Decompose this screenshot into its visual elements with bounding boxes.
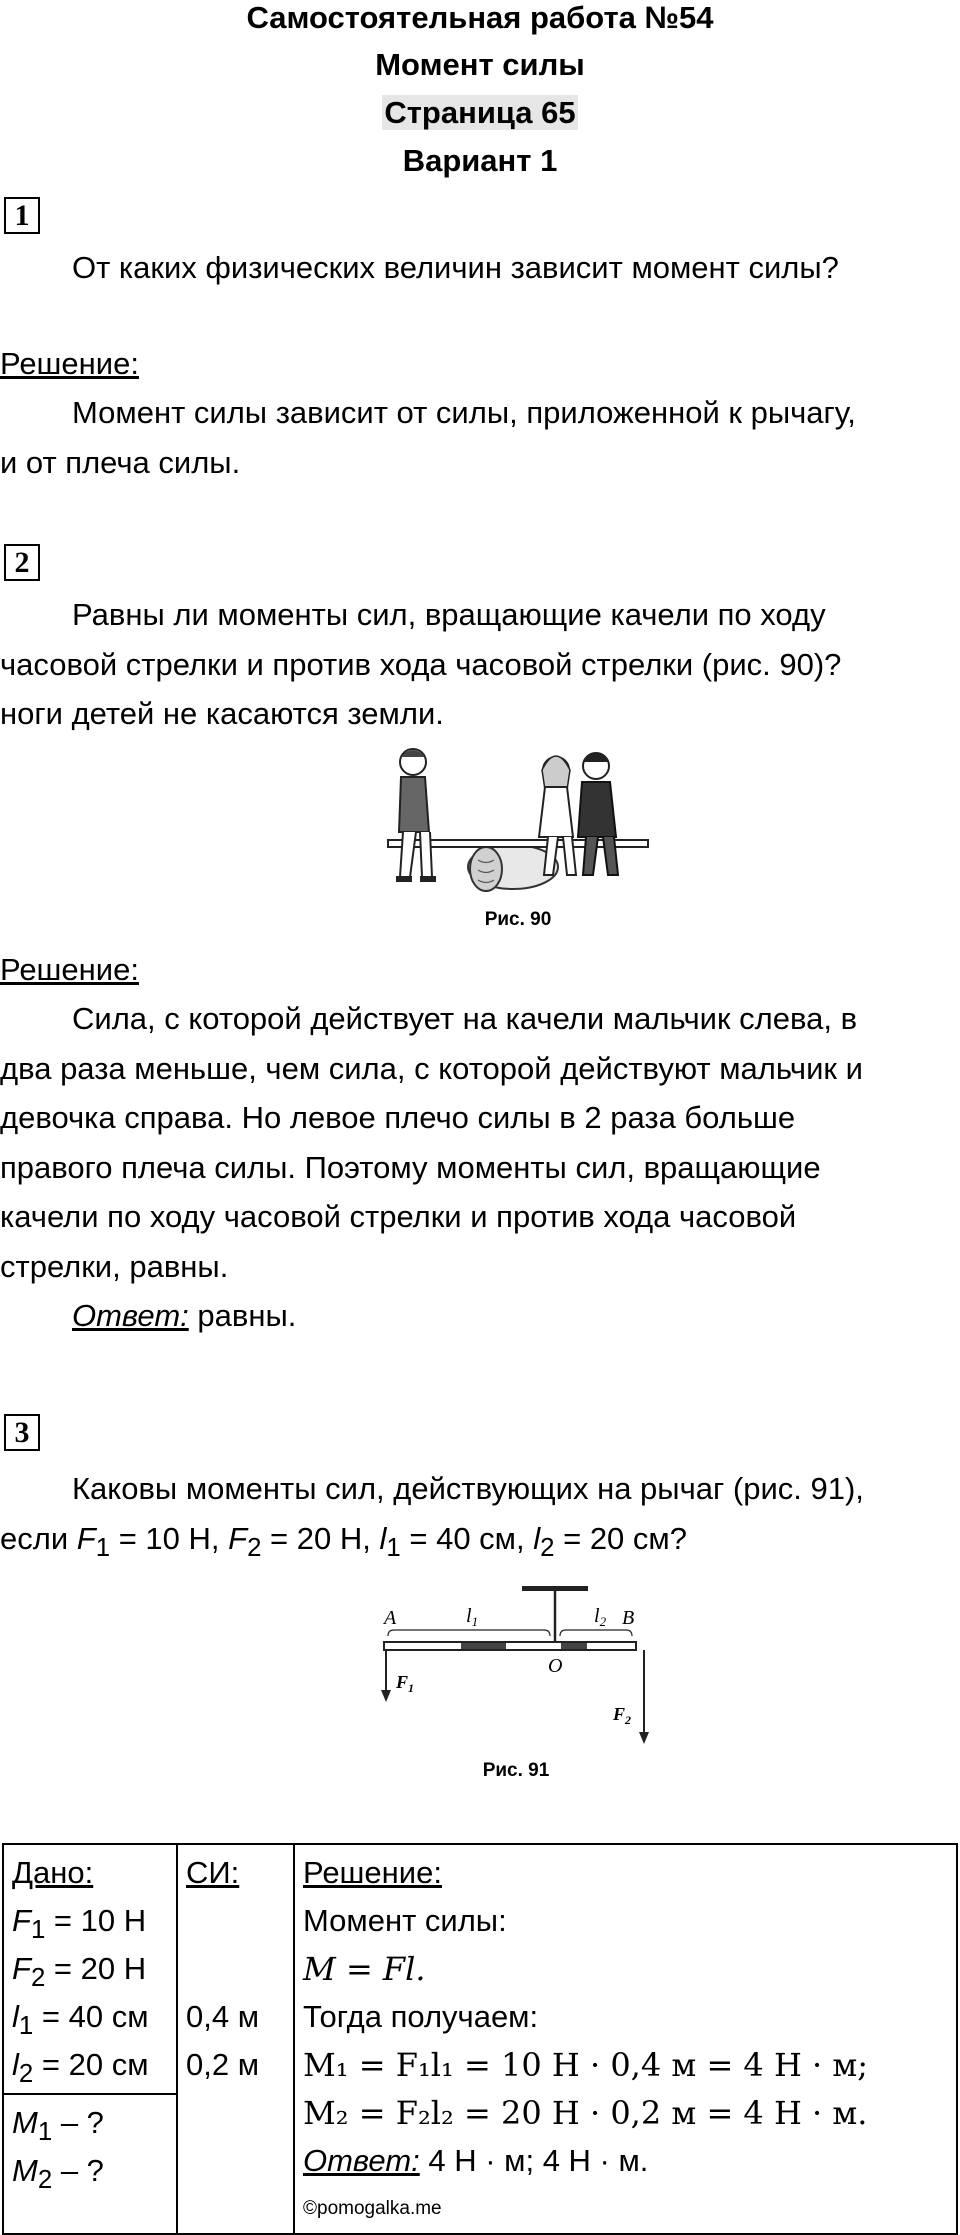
solution-m1: M₁ = F₁l₁ = 10 Н · 0,4 м = 4 Н · м; xyxy=(303,2046,869,2084)
task-3-question-line-2: если $F_1 = 10$ Н, $F_2 = 20$ Н, $l_1 = 40$ см, $l_2 = 20$ см? xyxy=(0,1521,687,1563)
task-2-question-line-3: ноги детей не касаются земли. xyxy=(0,696,444,731)
si-l1: 0,4 м xyxy=(186,1999,260,2034)
point-o-label: O xyxy=(548,1655,563,1677)
task-1-number: 1 xyxy=(4,197,40,234)
given-f2: $F_2 = 20$ Н xyxy=(12,1951,147,1993)
task-3-number: 3 xyxy=(4,1414,40,1451)
task-2-answer: Ответ: равны. xyxy=(72,1298,297,1333)
solution-m2: M₂ = F₂l₂ = 20 Н · 0,2 м = 4 Н · м. xyxy=(303,2094,868,2132)
given-l2: $l_2 = 20$ см xyxy=(12,2047,149,2089)
l1-label: $l_1$ xyxy=(466,1605,479,1629)
lever-bar xyxy=(384,1642,636,1650)
task-2-solution-line-5: качели по ходу часовой стрелки и против хода часовой xyxy=(0,1199,797,1234)
task-2-solution-label: Решение: xyxy=(0,952,139,987)
page-number-highlight: Страница 65 xyxy=(384,95,576,130)
given-f1: $F_1 = 10$ Н xyxy=(12,1903,147,1945)
figure-91 xyxy=(326,1570,696,1790)
find-m1: $M_1$ – ? xyxy=(12,2105,104,2147)
left-boy-icon xyxy=(396,749,436,882)
si-l2: 0,2 м xyxy=(186,2047,260,2082)
task-1-solution-label: Решение: xyxy=(0,346,139,381)
task-3-question-line-1: Каковы моменты сил, действующих на рычаг (рис. 91), xyxy=(72,1471,864,1506)
f2-label: $F_2$ xyxy=(613,1704,632,1727)
task-2-solution-line-2: два раза меньше, чем сила, с которой действуют мальчик и xyxy=(0,1051,863,1086)
solution-column xyxy=(294,1844,957,2234)
f1-label: $F_1$ xyxy=(396,1672,415,1695)
task-2-question-line-1: Равны ли моменты сил, вращающие качели по ходу xyxy=(72,597,826,632)
support-ceiling xyxy=(522,1586,588,1591)
figure-90-caption: Рис. 90 xyxy=(484,909,552,930)
task-1-solution-line-1: Момент силы зависит от силы, приложенной к рычагу, xyxy=(72,395,856,430)
seesaw-illustration xyxy=(368,742,668,932)
work-title: Самостоятельная работа №54 xyxy=(246,0,714,35)
task-2-question-line-2: часовой стрелки и против хода часовой стрелки (рис. 90)? xyxy=(0,647,842,682)
si-column xyxy=(177,1844,294,2234)
l2-label: $l_2$ xyxy=(594,1605,607,1629)
solution-table xyxy=(2,1843,958,2235)
si-header: СИ: xyxy=(186,1855,240,1890)
point-a-label: A xyxy=(384,1607,397,1629)
given-column xyxy=(3,1844,177,2094)
task-1-solution-line-2: и от плеча силы. xyxy=(0,445,241,480)
task-1-question: От каких физических величин зависит момент силы? xyxy=(72,250,839,285)
watermark-text: ©pomogalka.me xyxy=(303,2198,442,2219)
right-boy-icon xyxy=(578,753,618,875)
solution-answer: Ответ: 4 Н · м; 4 Н · м. xyxy=(303,2143,649,2178)
figure-91-caption: Рис. 91 xyxy=(482,1760,550,1781)
task-2-solution-line-4: правого плеча силы. Поэтому моменты сил, вращающие xyxy=(0,1150,821,1185)
task-2-solution-line-1: Сила, с которой действует на качели мальчик слева, в xyxy=(72,1001,858,1036)
given-header: Дано: xyxy=(12,1855,94,1890)
task-2-solution-line-6: стрелки, равны. xyxy=(0,1249,229,1284)
solution-formula: M = Fl. xyxy=(303,1950,426,1988)
solution-header: Решение: xyxy=(303,1855,442,1890)
task-2-solution-line-3: девочка справа. Но левое плечо силы в 2 раза больше xyxy=(0,1100,796,1135)
page-number-title xyxy=(0,95,960,131)
solution-line-1: Момент силы: xyxy=(303,1903,507,1938)
point-b-label: B xyxy=(622,1607,635,1629)
figure-90 xyxy=(368,742,668,932)
lever-diagram xyxy=(326,1570,696,1790)
task-2-number: 2 xyxy=(4,544,40,581)
solution-line-3: Тогда получаем: xyxy=(303,1999,539,2034)
variant-title: Вариант 1 xyxy=(402,143,558,178)
find-cell xyxy=(3,2094,177,2234)
find-m2: $M_2$ – ? xyxy=(12,2153,104,2195)
given-l1: $l_1 = 40$ см xyxy=(12,1999,149,2041)
topic-title: Момент силы xyxy=(375,47,585,82)
